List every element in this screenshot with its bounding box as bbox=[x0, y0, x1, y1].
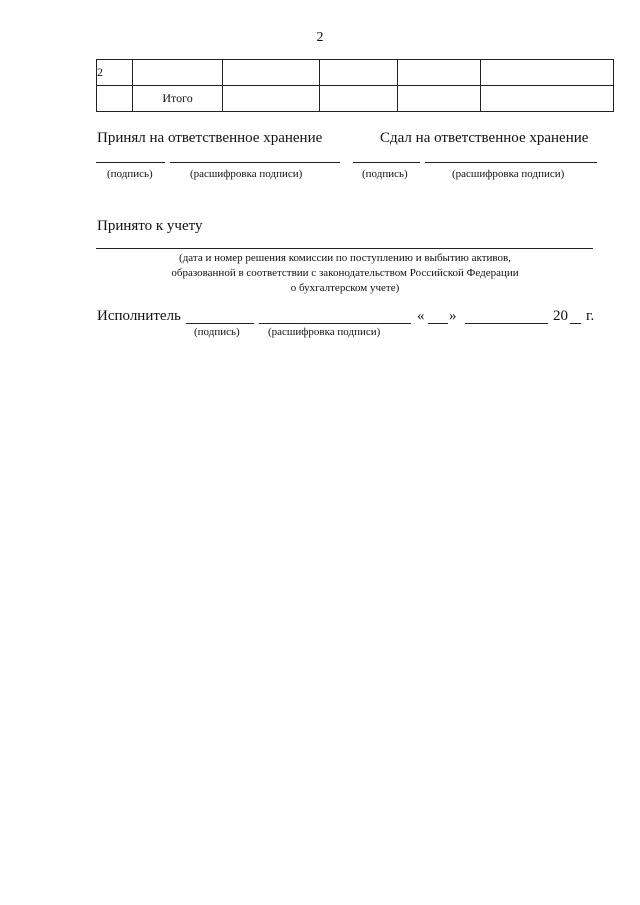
table-cell bbox=[481, 60, 614, 86]
row-number-cell: 2 bbox=[97, 60, 133, 86]
handed-signature-hint: (подпись) bbox=[362, 168, 408, 180]
date-year-line bbox=[570, 323, 581, 324]
table-row bbox=[97, 60, 614, 86]
executor-signature-line bbox=[186, 323, 254, 324]
executor-decoding-hint: (расшифровка подписи) bbox=[268, 326, 381, 338]
registered-note-line: о бухгалтерском учете) bbox=[290, 282, 400, 294]
table-cell bbox=[320, 60, 398, 86]
table-cell bbox=[481, 86, 614, 112]
handed-title: Сдал на ответственное хранение bbox=[380, 130, 589, 146]
items-table bbox=[96, 59, 614, 112]
executor-signature-hint: (подпись) bbox=[194, 326, 240, 338]
accepted-signature-hint: (подпись) bbox=[107, 168, 153, 180]
table-cell bbox=[223, 60, 320, 86]
handed-decoding-line bbox=[425, 162, 597, 163]
table-cell bbox=[398, 86, 481, 112]
executor-decoding-line bbox=[259, 323, 411, 324]
accepted-decoding-hint: (расшифровка подписи) bbox=[190, 168, 303, 180]
table-cell bbox=[133, 60, 223, 86]
registered-title: Принято к учету bbox=[97, 218, 203, 234]
date-day-line bbox=[428, 323, 448, 324]
date-year-suffix: г. bbox=[586, 308, 595, 324]
date-quote-close: » bbox=[449, 308, 457, 324]
registered-note bbox=[96, 251, 594, 296]
page-number: 2 bbox=[316, 30, 324, 45]
accepted-signature-line bbox=[96, 162, 165, 163]
table-cell bbox=[398, 60, 481, 86]
table-cell bbox=[223, 86, 320, 112]
registered-note-line: образованной в соответствии с законодательством Российской Федерации bbox=[171, 267, 519, 279]
accepted-decoding-line bbox=[170, 162, 340, 163]
registered-line bbox=[96, 248, 593, 249]
table-cell bbox=[320, 86, 398, 112]
executor-label: Исполнитель bbox=[97, 308, 181, 324]
registered-note-line: (дата и номер решения комиссии по поступлению и выбытию активов, bbox=[179, 252, 511, 264]
handed-decoding-hint: (расшифровка подписи) bbox=[452, 168, 565, 180]
date-quote-open: « bbox=[417, 308, 425, 324]
date-month-line bbox=[465, 323, 548, 324]
date-year-prefix: 20 bbox=[553, 308, 568, 324]
accepted-title: Принял на ответственное хранение bbox=[97, 130, 323, 146]
table-row-total bbox=[97, 86, 614, 112]
total-label: Итого bbox=[133, 86, 223, 112]
row-number-cell bbox=[97, 86, 133, 112]
handed-signature-line bbox=[353, 162, 420, 163]
